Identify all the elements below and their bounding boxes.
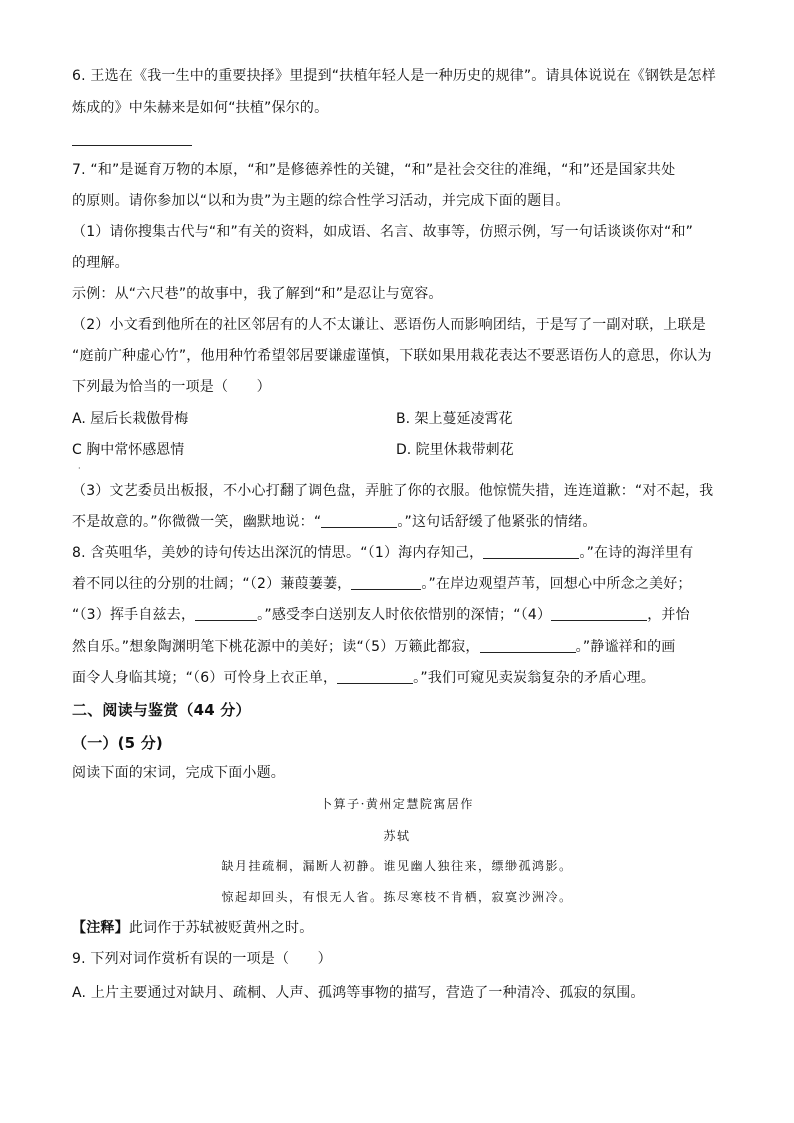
answer-blank xyxy=(321,513,397,528)
answer-rule xyxy=(72,145,192,146)
q7-p1-line-1: （1）请你搜集古代与“和”有关的资料，如成语、名言、故事等，仿照示例，写一句话谈谈你对“和” xyxy=(72,224,694,240)
poem-title: 卜算子·黄州定慧院寓居作 xyxy=(320,797,474,811)
answer-blank xyxy=(195,606,257,621)
q7-example: 示例：从“六尺巷”的故事中，我了解到“和”是忍让与宽容。 xyxy=(72,286,443,302)
q7-line-2: 的原则。请你参加以“以和为贵”为主题的综合性学习活动，并完成下面的题目。 xyxy=(72,193,570,209)
q8-line-4: 然自乐。”想象陶渊明笔下桃花源中的美好；读“（5）万籁此都寂， 。”静谧祥和的画 xyxy=(72,639,676,655)
q7-option-b: B. 架上蔓延凌霄花 xyxy=(396,411,513,427)
q8-line-3: “（3）挥手自兹去， 。”感受李白送别友人时依依惜别的深情；“（4） ，并怡 xyxy=(72,607,690,623)
q7-p3-line-2: 不是故意的。”你微微一笑，幽默地说：“ 。”这句话舒缓了他紧张的情绪。 xyxy=(72,514,597,530)
section-2-heading: 二、阅读与鉴赏（44 分） xyxy=(72,701,251,719)
q7-option-a: A. 屋后长栽傲骨梅 xyxy=(72,411,189,427)
answer-blank xyxy=(483,544,579,559)
q7-p1-line-2: 的理解。 xyxy=(72,255,129,271)
answer-blank xyxy=(551,606,647,621)
q7-p2-line-3: 下列最为恰当的一项是（ ） xyxy=(72,379,271,395)
poem-line-2: 惊起却回头，有恨无人省。拣尽寒枝不肯栖，寂寞沙洲冷。 xyxy=(221,890,573,904)
q7-p2-line-1: （2）小文看到他所在的社区邻居有的人不太谦让、恶语伤人而影响团结，于是写了一副对联，上联是 xyxy=(72,317,706,333)
q7-p2-line-2: “庭前广种虚心竹”，他用种竹希望邻居要谦虚谨慎，下联如果用栽花表达不要恶语伤人的意思，你认为 xyxy=(72,348,712,364)
reading-instruction: 阅读下面的宋词，完成下面小题。 xyxy=(72,765,285,781)
stray-dot: · xyxy=(78,464,81,473)
poem-line-1: 缺月挂疏桐，漏断人初静。谁见幽人独往来，缥缈孤鸿影。 xyxy=(221,859,573,873)
q8-line-2: 着不同以往的分别的壮阔；“（2）蒹葭萋萋， 。”在岸边观望芦苇，回想心中所念之美好； xyxy=(72,576,692,592)
part-1-heading: （一）(5 分) xyxy=(72,734,163,752)
answer-blank xyxy=(351,575,421,590)
q7-line-1: 7. “和”是诞育万物的本原，“和”是修德养性的关键，“和”是社会交往的准绳，“和”还是国家共处 xyxy=(72,162,676,178)
q6-line-1: 6. 王选在《我一生中的重要抉择》里提到“扶植年轻人是一种历史的规律”。请具体说说在《钢铁是怎样 xyxy=(72,68,716,84)
q9-stem: 9. 下列对词作赏析有误的一项是（ ） xyxy=(72,951,332,967)
poem-note: 【注释】此词作于苏轼被贬黄州之时。 xyxy=(72,920,314,936)
q6-line-2: 炼成的》中朱赫来是如何“扶植”保尔的。 xyxy=(72,100,329,116)
q7-option-d: D. 院里休栽带刺花 xyxy=(396,442,514,458)
q7-p3-line-1: （3）文艺委员出板报，不小心打翻了调色盘，弄脏了你的衣服。他惊慌失措，连连道歉：“对不起，我 xyxy=(72,483,714,499)
q7-option-c: C 胸中常怀感恩情 xyxy=(72,442,185,458)
q8-line-1: 8. 含英咀华，美妙的诗句传达出深沉的情思。“（1）海内存知己， 。”在诗的海洋里有 xyxy=(72,545,694,561)
answer-blank xyxy=(480,638,576,653)
poem-author: 苏轼 xyxy=(383,829,411,843)
answer-blank xyxy=(337,669,413,684)
q8-line-5: 面令人身临其境；“（6）可怜身上衣正单， 。”我们可窥见卖炭翁复杂的矛盾心理。 xyxy=(72,670,656,686)
q9-option-a: A. 上片主要通过对缺月、疏桐、人声、孤鸿等事物的描写，营造了一种清冷、孤寂的氛围。 xyxy=(72,985,645,1001)
